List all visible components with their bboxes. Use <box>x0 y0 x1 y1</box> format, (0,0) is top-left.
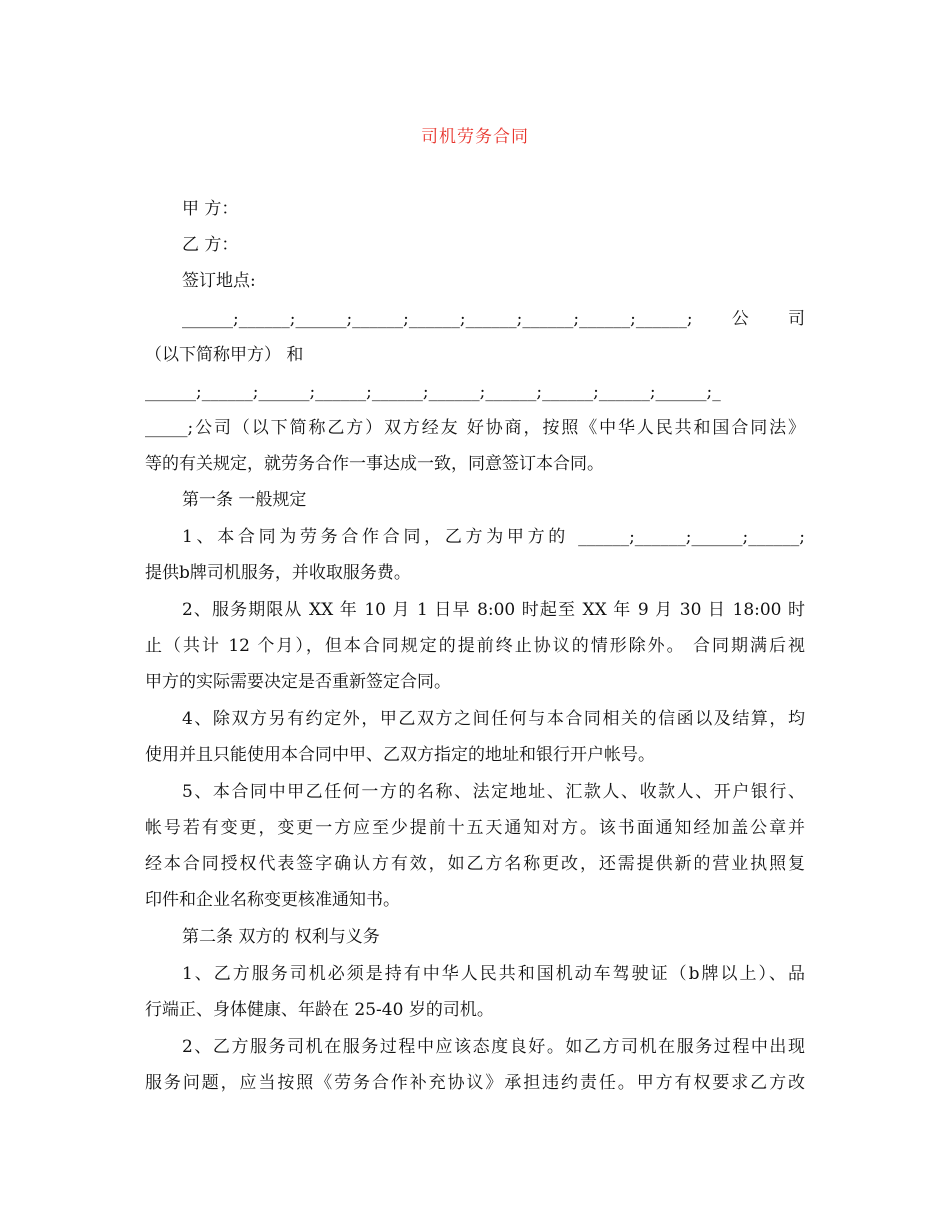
clause-1-5-line-3: 经本合同授权代表签字确认方有效，如乙方名称更改，还需提供新的营业执照复 <box>145 854 805 874</box>
clause-1-4-line-2: 使用并且只能使用本合同中甲、乙双方指定的地址和银行开户帐号。 <box>145 745 655 765</box>
article-2-heading: 第二条 双方的 权利与义务 <box>182 927 380 947</box>
signing-place-label: 签订地点: <box>182 271 256 291</box>
preamble-line-2: 等的有关规定，就劳务合作一事达成一致，同意签订本合同。 <box>145 454 604 474</box>
clause-1-2-line-3: 甲方的实际需要决定是否重新签定合同。 <box>145 672 451 692</box>
article-1-heading: 第一条 一般规定 <box>182 490 307 510</box>
clause-1-2-line-1: 2、服务期限从 XX 年 10 月 1 日早 8:00 时起至 XX 年 9 月 30 日 18:00 时 <box>182 600 805 620</box>
clause-2-1-line-2: 行端正、身体健康、年龄在 25-40 岁的司机。 <box>145 1000 494 1020</box>
document-title: 司机劳务合同 <box>421 127 529 147</box>
clause-1-1-line-2: 提供b牌司机服务，并收取服务费。 <box>145 563 411 583</box>
party-b-blanks: ______;______;______;______;______;______;______;______;______;______;_ <box>145 382 721 402</box>
party-a-abbrev: （以下简称甲方） 和 <box>145 345 304 365</box>
party-a-blanks: ______;______;______;______;______;______;______;______;______;公司 <box>182 309 805 329</box>
clause-1-2-line-2: 止（共计 12 个月），但本合同规定的提前终止协议的情形除外。 合同期满后视 <box>145 636 805 656</box>
clause-2-1-line-1: 1、乙方服务司机必须是持有中华人民共和国机动车驾驶证（b牌以上）、品 <box>182 964 805 984</box>
party-a-label: 甲 方： <box>182 199 239 219</box>
clause-1-5-line-2: 帐号若有变更，变更一方应至少提前十五天通知对方。该书面通知经加盖公章并 <box>145 818 805 838</box>
clause-1-5-line-1: 5、本合同中甲乙任何一方的名称、法定地址、汇款人、收款人、开户银行、 <box>182 782 805 802</box>
clause-2-2-line-2: 服务问题，应当按照《劳务合作补充协议》承担违约责任。甲方有权要求乙方改 <box>145 1073 805 1093</box>
party-b-label: 乙 方： <box>182 235 239 255</box>
clause-1-1-line-1: 1、本合同为劳务合作合同，乙方为甲方的 ______;______;______;______; <box>182 527 805 547</box>
clause-1-5-line-4: 印件和企业名称变更核准通知书。 <box>145 890 400 910</box>
clause-1-4-line-1: 4、除双方另有约定外，甲乙双方之间任何与本合同相关的信函以及结算，均 <box>182 709 805 729</box>
preamble-line-1: _____;公司（以下简称乙方）双方经友 好协商，按照《中华人民共和国合同法》 <box>145 418 805 438</box>
clause-2-2-line-1: 2、乙方服务司机在服务过程中应该态度良好。如乙方司机在服务过程中出现 <box>182 1037 805 1057</box>
